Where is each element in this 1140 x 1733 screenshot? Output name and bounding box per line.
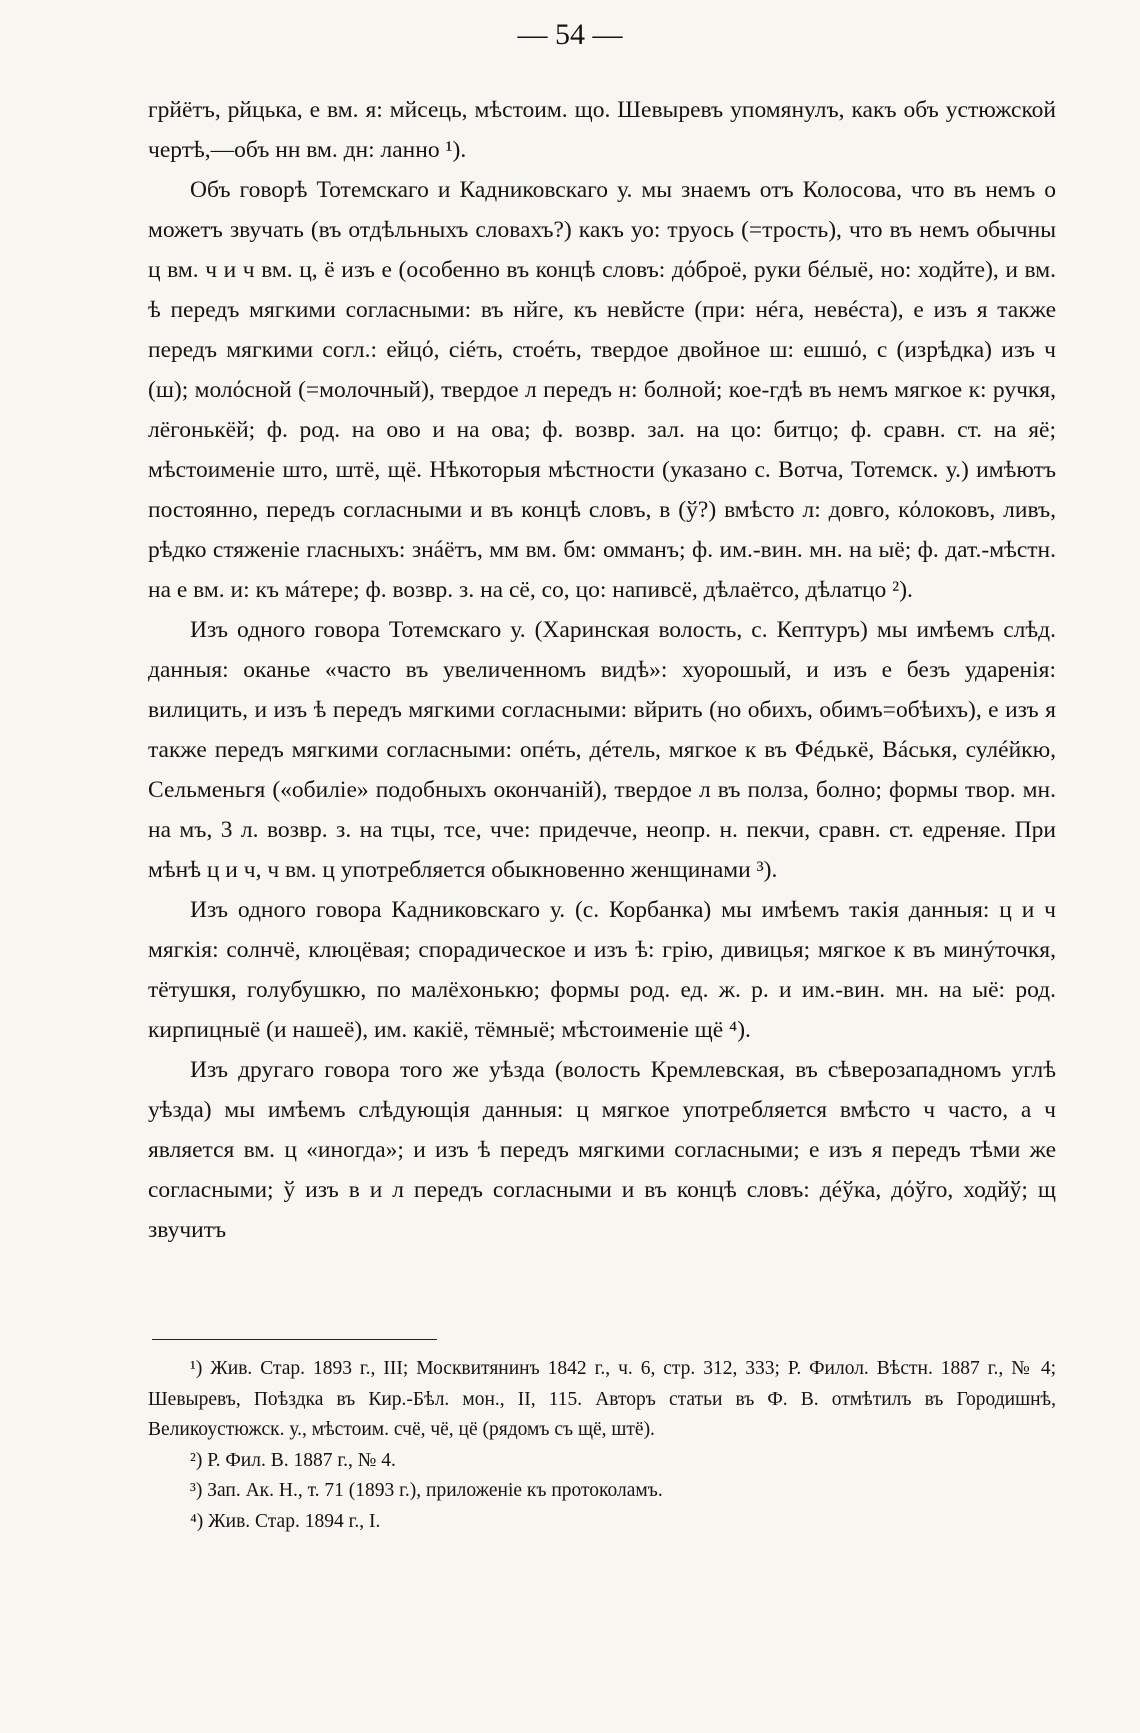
- footnote: ⁴) Жив. Стар. 1894 г., I.: [190, 1510, 381, 1532]
- footnote: ¹) Жив. Стар. 1893 г., III; Москвитянинъ 1842 г., ч. 6, стр. 312, 333; Р. Филол. Вѣстн. 1887 г., № 4; Шевыревъ, Поѣздка въ Кир.-Бѣл. мон., II, 115. Авторъ статьи въ Ф. В. отмѣтилъ въ Городишнѣ, Великоустюжск. у., мѣстоим. счё, чё, цё (рядомъ съ щё, штё).: [148, 1358, 1056, 1440]
- footnote: ³) Зап. Ак. Н., т. 71 (1893 г.), приложеніе къ протоколамъ.: [190, 1480, 663, 1501]
- paragraph: Изъ другаго говора того же уѣзда (волость Кремлевская, въ сѣверозападномъ углѣ уѣзда) мы имѣемъ слѣдующія данныя: ц мягкое употребляется вмѣсто ч часто, а ч является вм. ц «иногда»; и изъ ѣ передъ мягкими согласными; е изъ я передъ тѣми же согласными; ў изъ в и л передъ согласными и въ концѣ словъ: дéўка, дόўго, ходйў; щ звучитъ: [148, 1057, 1056, 1243]
- paragraph: грйётъ, рйцька, е вм. я: мйсець, мѣстоим. що. Шевыревъ упомянулъ, какъ объ устюжской чертѣ,—объ нн вм. дн: ланно ¹).: [148, 97, 1056, 163]
- page-number: — 54 —: [517, 18, 623, 51]
- footnotes: [148, 1354, 1056, 1537]
- paragraph: Изъ одного говора Кадниковскаго у. (с. Корбанка) мы имѣемъ такія данныя: ц и ч мягкія: солнчё, клюцёвая; спорадическое и изъ ѣ: грію, дивицья; мягкое к въ минýточкя, тётушкя, голубушкю, по малёхонькю; формы род. ед. ж. р. и им.-вин. мн. на ыё: род. кирпицныё (и нашеё), им. какіё, тёмныё; мѣстоименіе щё ⁴).: [148, 897, 1056, 1043]
- paragraph: Изъ одного говора Тотемскаго у. (Харинская волость, с. Кептуръ) мы имѣемъ слѣд. данныя: оканье «часто въ увеличенномъ видѣ»: хуорошый, и изъ е безъ ударенія: вилицить, и изъ ѣ передъ мягкими согласными: вйрить (но обихъ, обимъ=обѣихъ), е изъ я также передъ мягкими согласными: опéть, дéтель, мягкое к въ Фéдькё, Вáськя, сулéйкю, Сельменьгя («обиліе» подобныхъ окончаній), твердое л въ полза, болно; формы твор. мн. на мъ, 3 л. возвр. з. на тцы, тсе, чче: придечче, неопр. н. пекчи, сравн. ст. едреняе. При мѣнѣ ц и ч, ч вм. ц употребляется обыкновенно женщинами ³).: [148, 617, 1056, 883]
- paragraph: Объ говорѣ Тотемскаго и Кадниковскаго у. мы знаемъ отъ Колосова, что въ немъ о можетъ звучать (въ отдѣльныхъ словахъ?) какъ уо: труось (=трость), что въ немъ обычны ц вм. ч и ч вм. ц, ё изъ е (особенно въ концѣ словъ: дόброё, руки бéлыё, но: ходйте), и вм. ѣ передъ мягкими согласными: въ нйге, къ невйсте (при: нéга, невéста), е изъ я также передъ мягкими согл.: ейцό, сіéть, стоéть, твердое двойное ш: ешшό, с (изрѣдка) изъ ч (ш); молόсной (=молочный), твердое л передъ н: болной; кое-гдѣ въ немъ мягкое к: ручкя, лёгонькёй; ф. род. на ово и на ова; ф. возвр. зал. на цо: битцо; ф. сравн. ст. на яё; мѣстоименіе што, штё, щё. Нѣкоторыя мѣстности (указано с. Вотча, Тотемск. у.) имѣютъ постоянно, передъ согласными и въ концѣ словъ, в (ў?) вмѣсто л: довго, кόлоковъ, ливъ, рѣдко стяженіе гласныхъ: знáётъ, мм вм. бм: омманъ; ф. им.-вин. мн. на ыё; ф. дат.-мѣстн. на е вм. и: къ мáтере; ф. возвр. з. на сё, со, цо: напивсё, дѣлаётсо, дѣлатцо ²).: [148, 177, 1056, 603]
- footnote: ²) Р. Фил. В. 1887 г., № 4.: [190, 1449, 396, 1471]
- footnote-divider: [152, 1339, 437, 1340]
- body-text: [148, 90, 1056, 1250]
